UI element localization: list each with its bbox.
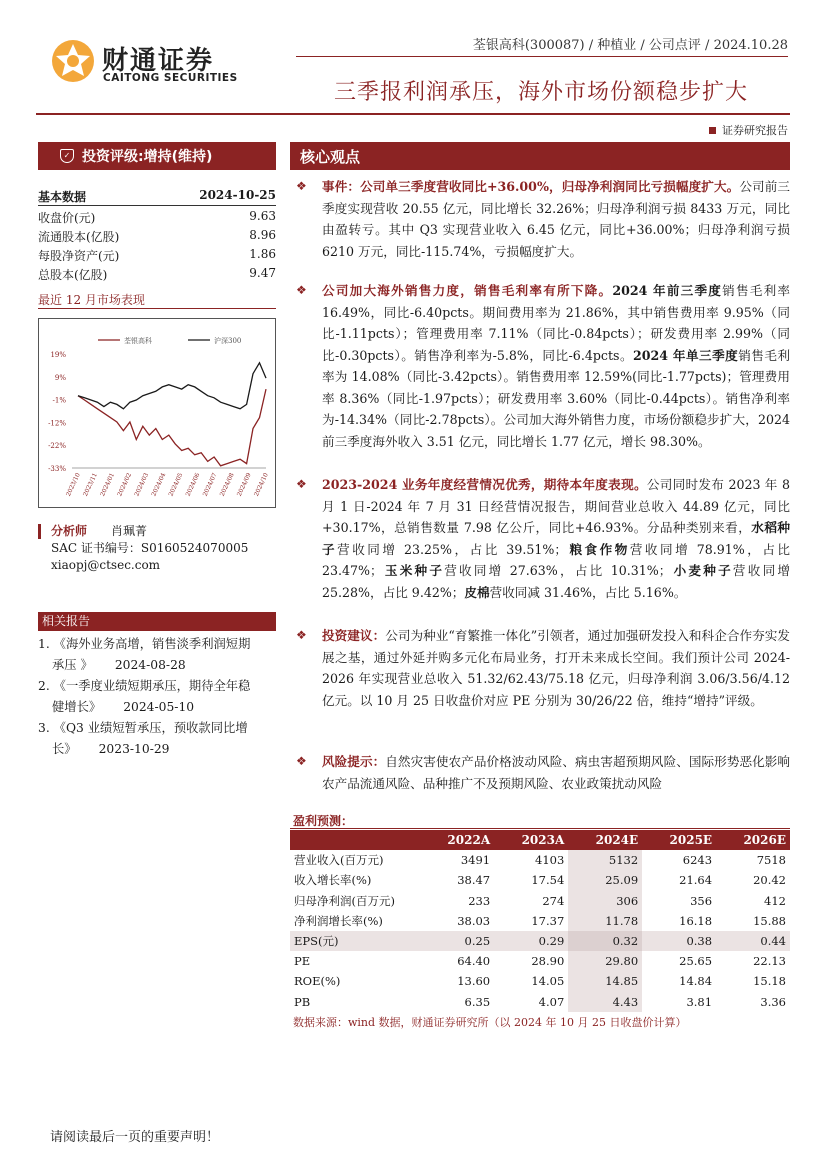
table-cell: 3.81 (686, 994, 713, 1009)
analyst-role: 分析师 (51, 524, 88, 538)
table-cell: 25.65 (679, 954, 713, 969)
forecast-col-header: 2022A (420, 830, 494, 850)
table-cell: 0.38 (642, 931, 716, 951)
x-tick-label: 2024/04 (150, 471, 168, 498)
diamond-bullet-icon: ❖ (296, 754, 307, 768)
x-tick-label: 2024/08 (218, 471, 236, 498)
basic-row: 收盘价(元) 9.63 (38, 209, 276, 225)
logo-cn: 财通证券 (102, 46, 215, 76)
table-row (290, 850, 790, 870)
table-cell: 25.09 (568, 870, 642, 890)
row-label: EPS(元) (290, 931, 420, 951)
market-title: 最近 12 月市场表现 (38, 293, 145, 307)
diamond-bullet-icon: ❖ (296, 477, 307, 491)
table-row (290, 931, 790, 951)
y-tick-label: -33% (48, 465, 66, 473)
y-tick-label: 19% (50, 351, 66, 359)
related-item[interactable]: 2. 《一季度业绩短期承压，期待全年稳 健增长》 2024-05-10 (38, 679, 251, 714)
footer-disclaimer: 请阅读最后一页的重要声明！ (50, 1130, 220, 1145)
diamond-bullet-icon: ❖ (296, 628, 307, 642)
logo-mark-icon (50, 38, 96, 84)
analyst-bar (38, 524, 41, 539)
forecast-col-header: 2024E (568, 830, 642, 850)
table-cell: 14.84 (679, 974, 713, 989)
diamond-bullet-icon: ❖ (296, 283, 307, 297)
row-label: 营业收入(百万元) (294, 853, 384, 868)
forecast-col-header (290, 830, 420, 850)
table-cell: 3.36 (760, 994, 786, 1009)
x-tick-label: 2023/10 (64, 471, 82, 498)
table-row (290, 911, 790, 931)
basic-data-heading: 基本数据 2024-10-25 (38, 188, 276, 204)
logo-en: CAITONG SECURITIES (103, 72, 238, 84)
forecast-source: 数据来源：wind 数据，财通证券研究所（以 2024 年 10 月 25 日收盘价计算） (293, 1016, 687, 1029)
table-row (290, 971, 790, 991)
row-label: 归母净利润(百万元) (294, 893, 395, 908)
table-cell: 16.18 (679, 913, 713, 928)
forecast-col-header: 2023A (494, 830, 568, 850)
forecast-col-header: 2025E (642, 830, 716, 850)
row-label: ROE(%) (294, 974, 341, 989)
row-label: 净利润增长率(%) (294, 913, 383, 928)
forecast-col-header: 2026E (716, 830, 790, 850)
table-cell: 6.35 (464, 994, 491, 1009)
table-cell: 13.60 (457, 974, 491, 989)
table-cell: 3491 (460, 853, 491, 868)
row-label: 收入增长率(%) (294, 873, 372, 888)
paragraph-risk: ❖ 风险提示：自然灾害使农产品价格波动风险、病虫害超预期风险、国际形势恶化影响农产品流通风险、品种推广不及预期风险、农业政策扰动风险 (296, 751, 790, 794)
y-tick-label: 9% (54, 373, 66, 382)
analyst-name: 肖珮菁 (111, 524, 148, 538)
square-icon (709, 127, 716, 134)
table-cell: 38.47 (457, 873, 491, 888)
forecast-header-row (290, 830, 790, 850)
table-cell: 14.05 (531, 974, 565, 989)
table-cell: 4.07 (538, 994, 565, 1009)
analyst-block (38, 523, 276, 574)
related-list (38, 634, 276, 760)
row-label: PE (294, 954, 311, 969)
table-cell: 274 (542, 893, 565, 908)
paragraph-margin: ❖ 公司加大海外销售力度，销售毛利率有所下降。2024 年前三季度销售毛利率 16.49%，同比-6.40pcts。期间费用率为 21.86%，其中销售费用率 9.95%（同比-1.11pcts）；管理费用率 7.11%（同比-0.84pcts）；研发费用率 2.99%（同比-0.30pcts）。销售净利率为-5.8%，同比-6.4pcts。2024 年单三季度销售毛利率为 14.08%（同比-3.42pcts）。销售费用率 12.59%(同比-1.77pcts)；管理费用率 8.36%（同比-1.97pcts）；研发费用率 3.60%（同比-0.44pcts）。销售净利率为-14.34%（同比-2.78pcts）。公司加大海外销售力度，市场份额稳步扩大，2024 前三季度海外收入 3.51 亿元，同比增长 1.77 亿元，增长 98.30%。 (296, 280, 790, 452)
diamond-bullet-icon: ❖ (296, 179, 307, 193)
table-cell: 412 (764, 893, 786, 908)
table-cell: 15.18 (753, 974, 786, 989)
core-heading: 核心观点 (290, 142, 790, 170)
table-cell: 5132 (568, 850, 642, 870)
report-type: 证券研究报告 (709, 122, 788, 138)
forecast-heading: 盈利预测： (293, 814, 354, 828)
table-row (290, 891, 790, 911)
page-title: 三季报利润承压，海外市场份额稳步扩大 (334, 80, 749, 105)
x-tick-label: 2024/07 (201, 471, 219, 498)
row-label: PB (294, 994, 311, 1009)
y-tick-label: -12% (48, 419, 66, 428)
rating-badge: ✓ 投资评级:增持(维持) (38, 142, 276, 170)
table-row (290, 870, 790, 890)
market-rule (38, 308, 276, 309)
table-cell: 7518 (756, 853, 786, 868)
table-cell: 15.88 (753, 913, 786, 928)
series-line-1 (78, 363, 266, 409)
table-row (290, 951, 790, 971)
basic-row: 总股本(亿股) 9.47 (38, 266, 276, 282)
table-cell: 17.54 (531, 873, 565, 888)
table-cell: 306 (568, 891, 642, 911)
table-cell: 17.37 (531, 913, 565, 928)
table-cell: 0.29 (494, 931, 568, 951)
analyst-sac: SAC 证书编号：S0160524070005 (51, 541, 249, 555)
table-cell: 6243 (682, 853, 713, 868)
table-row (290, 992, 790, 1012)
table-cell: 14.85 (568, 971, 642, 991)
title-rule (36, 113, 790, 115)
basic-data-rule (38, 205, 276, 206)
table-cell: 233 (468, 893, 491, 908)
table-cell: 11.78 (568, 911, 642, 931)
forecast-table (290, 830, 790, 1012)
legend-label: 荃银高科 (124, 337, 152, 345)
table-cell: 0.25 (420, 931, 494, 951)
y-tick-label: -22% (48, 442, 66, 451)
table-cell: 20.42 (753, 873, 786, 888)
table-cell: 29.80 (568, 951, 642, 971)
table-cell: 21.64 (679, 873, 713, 888)
paragraph-annual: ❖ 2023-2024 业务年度经营情况优秀，期待本年度表现。公司同时发布 2023 年 8 月 1 日-2024 年 7 月 31 日经营情况报告，期间营业总收入 44.89 亿元，同比+30.17%，总销售数量 7.98 亿公斤，同比+46.93%。分品种类别来看，水稻种子营收同增 23.25%，占比 39.51%；粮食作物营收同增 78.91%，占比 23.47%；玉米种子营收同增 27.63%，占比 10.31%；小麦种子营收同增 25.28%，占比 9.42%；皮棉营收同减 31.46%，占比 5.16%。 (296, 474, 790, 603)
basic-row: 每股净资产(元) 1.86 (38, 247, 276, 263)
x-tick-label: 2024/01 (99, 471, 116, 498)
y-tick-label: -1% (52, 396, 66, 405)
basic-row: 流通股本(亿股) 8.96 (38, 228, 276, 244)
legend-label: 沪深300 (214, 337, 242, 345)
paragraph-event: ❖ 事件：公司单三季度营收同比+36.00%，归母净利润同比亏损幅度扩大。公司前三季度实现营收 20.55 亿元，同比增长 32.26%；归母净利润亏损 8433 万元，同比由盈转亏。其中 Q3 实现营业收入 6.45 亿元，同比+36.00%；归母净利润亏损 6210 万元，同比-115.74%，亏损幅度扩大。 (296, 176, 790, 262)
x-tick-label: 2024/03 (133, 471, 151, 498)
table-cell: 28.90 (531, 954, 565, 969)
header-rule (296, 56, 788, 57)
table-cell: 0.44 (716, 931, 790, 951)
series-line-0 (78, 389, 266, 466)
table-cell: 4.43 (568, 992, 642, 1012)
x-tick-label: 2024/06 (184, 471, 202, 498)
table-cell: 356 (690, 893, 713, 908)
paragraph-advice: ❖ 投资建议：公司为种业“育繁推一体化”引领者，通过加强研发投入和科企合作夯实发展之基，通过外延并购多元化布局业务，打开未来成长空间。我们预计公司 2024-2026 年实现营业总收入 51.32/62.43/75.18 亿元，归母净利润 3.06/3.56/4.12 亿元。以 10 月 25 日收盘价对应 PE 分别为 30/26/22 倍，维持“增持”评级。 (296, 625, 790, 711)
table-cell: 0.32 (568, 931, 642, 951)
table-cell: 4103 (535, 853, 565, 868)
forecast-rule (290, 828, 790, 829)
x-tick-label: 2024/10 (252, 471, 270, 498)
x-tick-label: 2024/05 (167, 471, 185, 498)
table-cell: 22.13 (753, 954, 786, 969)
report-meta: 荃银高科(300087) / 种植业 / 公司点评 / 2024.10.28 (472, 38, 788, 53)
stock-chart (38, 318, 276, 508)
table-cell: 38.03 (457, 913, 491, 928)
related-item[interactable]: 3. 《Q3 业绩短暂承压，预收款同比增 长》 2023-10-29 (38, 721, 248, 756)
related-item[interactable]: 1. 《海外业务高增，销售淡季利润短期 承压 》 2024-08-28 (38, 637, 251, 672)
x-tick-label: 2024/02 (116, 471, 134, 498)
logo (50, 38, 250, 88)
x-tick-label: 2023/11 (82, 471, 99, 498)
analyst-email[interactable]: xiaopj@ctsec.com (51, 558, 161, 572)
related-heading: 相关报告 (38, 612, 276, 631)
shield-icon: ✓ (60, 149, 74, 163)
x-tick-label: 2024/09 (235, 471, 253, 498)
table-cell: 64.40 (457, 954, 491, 969)
